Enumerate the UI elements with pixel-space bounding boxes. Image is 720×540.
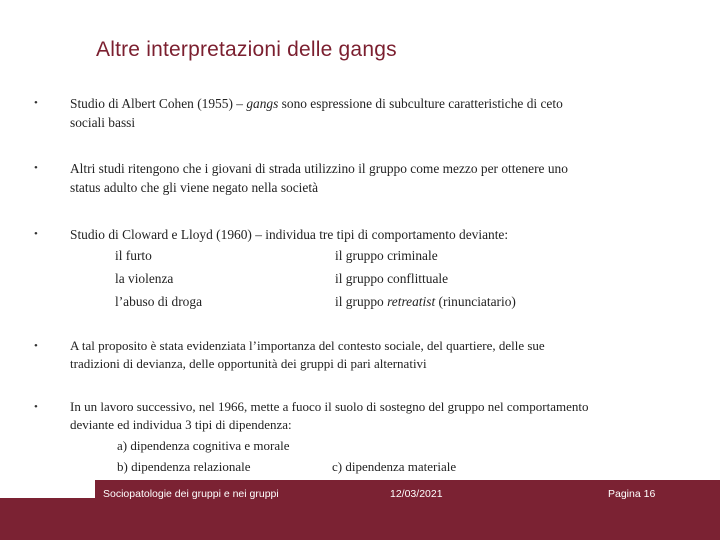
b4-line2: tradizioni di devianza, delle opportunità dei gruppi di pari alternativi xyxy=(70,356,427,371)
b1-line2: sociali bassi xyxy=(70,115,136,130)
b4-line1: A tal proposito è stata evidenziata l’importanza del contesto sociale, del quartiere, delle sue xyxy=(70,338,545,353)
footer-course: Sociopatologie dei gruppi e nei gruppi xyxy=(103,488,279,500)
b5-item-c: c) dipendenza materiale xyxy=(332,459,457,474)
bullet-5: • xyxy=(34,401,38,413)
b2-line1: Altri studi ritengono che i giovani di strada utilizzino il gruppo come mezzo per ottenere uno xyxy=(70,161,568,176)
b3-right-3 xyxy=(335,294,516,310)
bullet-2-text xyxy=(70,159,680,197)
footer-page-number: Pagina 16 xyxy=(608,488,656,500)
b1-gangs-italic: gangs xyxy=(246,96,279,111)
bullet-3: • xyxy=(34,228,38,240)
b5-item-a: a) dipendenza cognitiva e morale xyxy=(117,438,290,453)
b3-right-3-post: (rinunciatario) xyxy=(435,294,516,309)
footer-white-notch xyxy=(0,480,95,498)
b3-left-2: la violenza xyxy=(115,271,174,286)
b3-right-3-pre: il gruppo xyxy=(335,294,388,309)
b3-left-1: il furto xyxy=(115,248,152,263)
bullet-5-text xyxy=(70,398,680,434)
bullet-4: • xyxy=(34,340,38,352)
b3-line1: Studio di Cloward e Lloyd (1960) – individua tre tipi di comportamento deviante: xyxy=(70,227,509,242)
b3-right-2: il gruppo conflittuale xyxy=(335,271,449,286)
footer-date: 12/03/2021 xyxy=(390,488,443,500)
b1-line1-pre: Studio di Albert Cohen (1955) – xyxy=(70,96,247,111)
b2-line2: status adulto che gli viene negato nella società xyxy=(70,180,319,195)
b5-item-b: b) dipendenza relazionale xyxy=(117,459,251,474)
b5-line2: deviante ed individua 3 tipi di dipendenza: xyxy=(70,417,292,432)
b3-retreatist-italic: retreatist xyxy=(387,294,436,309)
bullet-1-text xyxy=(70,94,680,132)
b1-line1-post: sono espressione di subculture caratteristiche di ceto xyxy=(278,96,563,111)
b3-right-1: il gruppo criminale xyxy=(335,248,438,263)
b3-left-3: l’abuso di droga xyxy=(115,294,203,309)
slide-title: Altre interpretazioni delle gangs xyxy=(96,38,397,61)
bullet-1: • xyxy=(34,97,38,109)
bullet-4-text xyxy=(70,337,680,373)
bullet-2: • xyxy=(34,162,38,174)
bullet-3-text xyxy=(70,225,680,244)
b5-line1: In un lavoro successivo, nel 1966, mette a fuoco il suolo di sostegno del gruppo nel comportamento xyxy=(70,399,589,414)
